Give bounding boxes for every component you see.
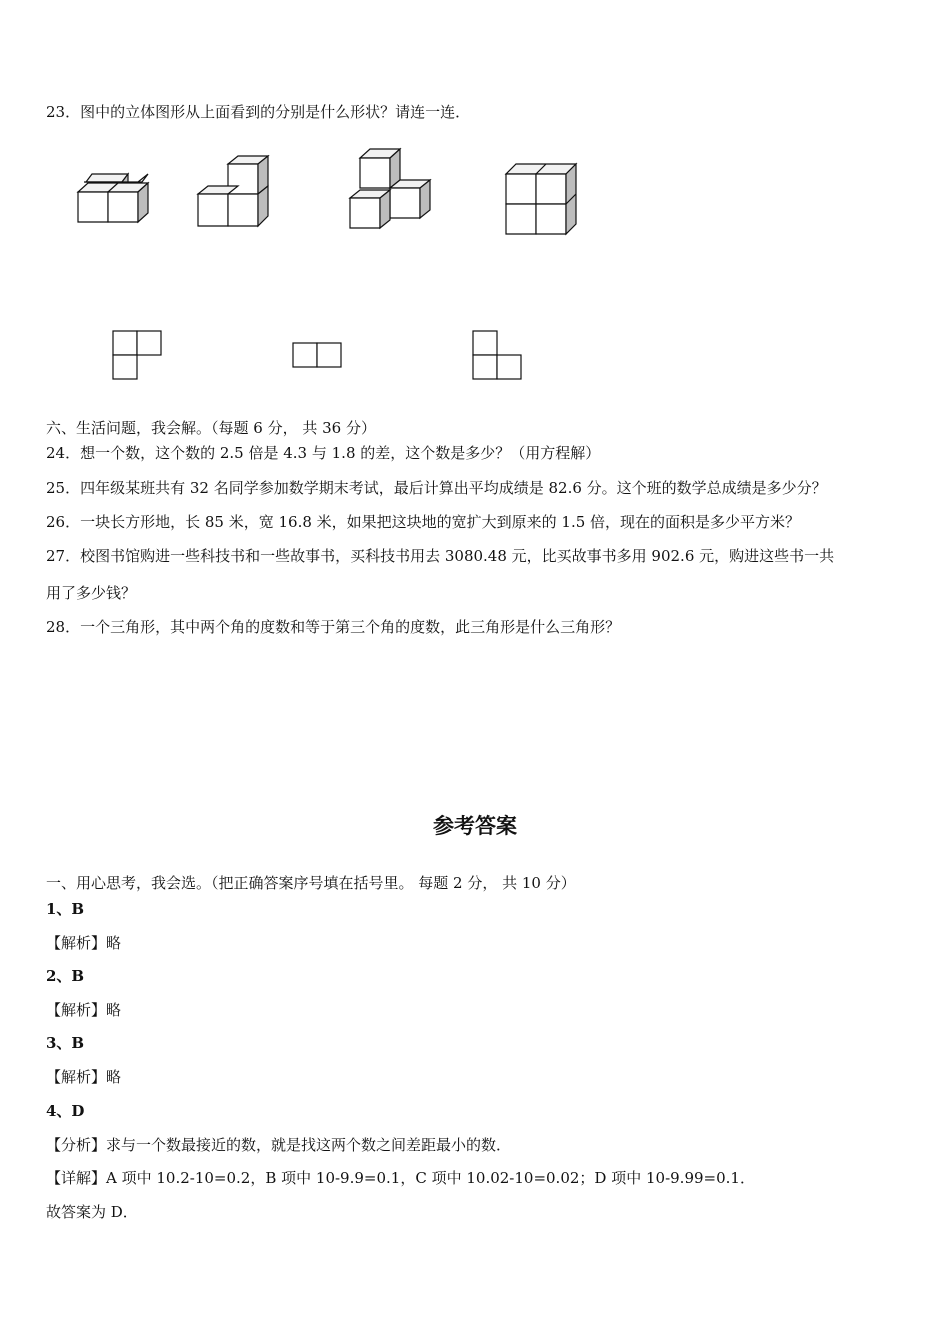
solid-figure-1 xyxy=(76,170,156,230)
question-25: 25．四年级某班共有 32 名同学参加数学期末考试，最后计算出平均成绩是 82.6 分。这个班的数学总成绩是多少分？ xyxy=(46,479,827,497)
question-26: 26．一块长方形地，长 85 米，宽 16.8 米，如果把这块地的宽扩大到原来的 1.5 倍，现在的面积是多少平方米？ xyxy=(46,513,801,531)
question-23: 23．图中的立体图形从上面看到的分别是什么形状？请连一连． xyxy=(46,103,471,121)
question-28: 28．一个三角形，其中两个角的度数和等于第三个角的度数，此三角形是什么三角形？ xyxy=(46,618,621,636)
top-view-shape-3 xyxy=(472,330,524,382)
answer-4-conclusion: 故答案为 D． xyxy=(46,1203,138,1221)
section-6-heading: 六、生活问题，我会解。（每题 6 分， 共 36 分） xyxy=(46,419,376,437)
question-27-line-1: 27．校图书馆购进一些科技书和一些故事书，买科技书用去 3080.48 元，比买故事书多用 902.6 元，购进这些书一共 xyxy=(46,547,835,565)
solid-figure-2 xyxy=(196,154,276,234)
solid-figure-4 xyxy=(504,162,584,242)
answers-title: 参考答案 xyxy=(433,814,517,838)
answer-3: 3、B xyxy=(46,1034,85,1052)
answer-4-detail: 【详解】A 项中 10.2-10=0.2，B 项中 10-9.9=0.1，C 项中 10.02-10=0.02；D 项中 10-9.99=0.1． xyxy=(46,1169,755,1187)
solid-figure-3 xyxy=(348,146,438,236)
question-24: 24．想一个数，这个数的 2.5 倍是 4.3 与 1.8 的差，这个数是多少？（用方程解） xyxy=(46,444,601,462)
answer-1: 1、B xyxy=(46,900,85,918)
answer-4: 4、D xyxy=(46,1102,85,1120)
answer-4-analysis: 【分析】求与一个数最接近的数，就是找这两个数之间差距最小的数． xyxy=(46,1136,512,1154)
question-27-line-2: 用了多少钱？ xyxy=(46,584,137,602)
answer-2-note: 【解析】略 xyxy=(46,1001,122,1019)
top-view-shape-2 xyxy=(292,342,344,370)
answer-2: 2、B xyxy=(46,967,85,985)
answers-section-1-heading: 一、用心思考，我会选。（把正确答案序号填在括号里。 每题 2 分， 共 10 分） xyxy=(46,874,576,892)
answer-3-note: 【解析】略 xyxy=(46,1068,122,1086)
answer-1-note: 【解析】略 xyxy=(46,934,122,952)
top-view-shape-1 xyxy=(112,330,164,382)
